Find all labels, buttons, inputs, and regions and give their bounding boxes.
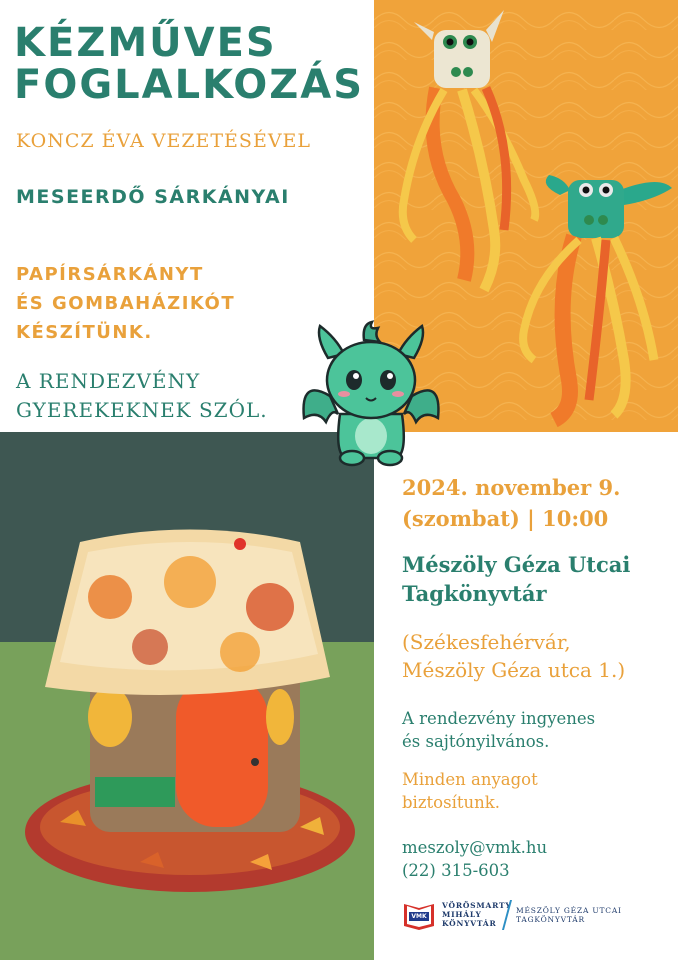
title-line-2: FOGLALKOZÁS bbox=[14, 62, 365, 108]
event-subtitle: MESEERDŐ SÁRKÁNYAI bbox=[16, 186, 290, 208]
branch-line-2: TAGKÖNYVTÁR bbox=[516, 915, 585, 924]
branch-line-1: MÉSZÖLY GÉZA UTCAI bbox=[516, 906, 622, 915]
org-line-3: KÖNYVTÁR bbox=[442, 919, 497, 928]
org-line-2: MIHÁLY bbox=[442, 910, 482, 919]
event-date bbox=[402, 472, 672, 534]
audience-line-2: GYEREKEKNEK SZÓL. bbox=[16, 398, 268, 422]
audience-note bbox=[16, 367, 336, 425]
event-venue bbox=[402, 550, 672, 608]
venue-line-1: Mészöly Géza Utcai bbox=[402, 552, 631, 577]
vmk-badge: VMK bbox=[411, 913, 427, 920]
library-logos bbox=[402, 898, 672, 938]
activity-line-2: ÉS GOMBAHÁZIKÓT bbox=[16, 293, 236, 314]
free-line-2: és sajtónyilvános. bbox=[402, 732, 550, 751]
baby-dragon-illustration bbox=[298, 318, 444, 468]
org-line-1: VÖRÖSMARTY bbox=[442, 901, 512, 910]
page-title bbox=[14, 22, 374, 106]
org-name bbox=[442, 901, 512, 928]
leader-text: KONCZ ÉVA VEZETÉSÉVEL bbox=[16, 130, 312, 152]
free-line-1: A rendezvény ingyenes bbox=[402, 709, 596, 728]
mushroom-house-photo bbox=[0, 432, 374, 960]
venue-line-2: Tagkönyvtár bbox=[402, 581, 547, 606]
activity-line-1: PAPÍRSÁRKÁNYT bbox=[16, 264, 204, 285]
activity-line-3: KÉSZÍTÜNK. bbox=[16, 322, 153, 343]
address-line-2: Mészöly Géza utca 1.) bbox=[402, 658, 626, 682]
audience-line-1: A RENDEZVÉNY bbox=[16, 369, 201, 393]
free-entry-note bbox=[402, 707, 672, 753]
activity-description bbox=[16, 260, 316, 347]
date-line-1: 2024. november 9. bbox=[402, 475, 621, 500]
contact-email[interactable]: meszoly@vmk.hu bbox=[402, 838, 548, 857]
vmk-book-icon bbox=[402, 900, 436, 930]
date-line-2: (szombat) | 10:00 bbox=[402, 506, 609, 531]
materials-line-2: biztosítunk. bbox=[402, 793, 500, 812]
materials-line-1: Minden anyagot bbox=[402, 770, 538, 789]
address-line-1: (Székesfehérvár, bbox=[402, 630, 571, 654]
contact-phone[interactable]: (22) 315-603 bbox=[402, 861, 510, 880]
materials-note bbox=[402, 768, 672, 814]
event-address bbox=[402, 628, 677, 684]
title-line-1: KÉZMŰVES bbox=[14, 20, 277, 66]
branch-name bbox=[516, 906, 622, 924]
